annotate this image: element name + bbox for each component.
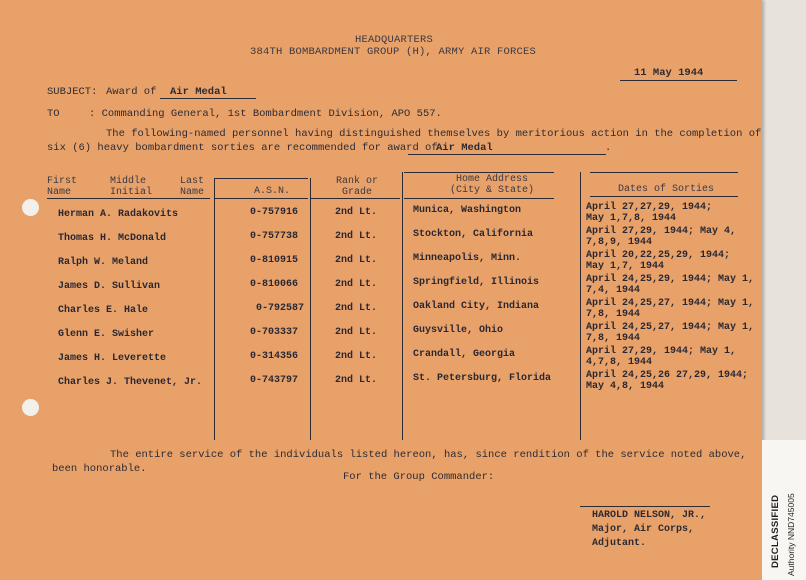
row-dates: April 27,27,29, 1944; May 1,7,8, 1944 [586,202,713,224]
subject-label: SUBJECT: [47,86,98,98]
row-name: Herman A. Radakovits [58,209,179,220]
row-asn: 0-757738 [250,231,299,242]
header-unit: 384TH BOMBARDMENT GROUP (H), ARMY AIR FORCES [250,46,537,58]
stamp-title: DECLASSIFIED [770,494,781,568]
row-dates: April 27,29, 1944; May 1, 4,7,8, 1944 [586,346,737,368]
closing-line-2: been honorable. [52,463,147,475]
row-dates: April 24,25,29, 1944; May 1, 7,4, 1944 [586,274,755,296]
col-first-name: First Name [47,176,78,198]
col-middle-initial: Middle Initial [110,176,153,198]
row-name: Glenn E. Swisher [58,329,155,340]
document-page: HEADQUARTERS 384TH BOMBARDMENT GROUP (H), ARMY AIR FORCES 11 May 1944 SUBJECT: Award of Air Medal TO : Commanding General, 1st Bombardment Division, APO 557. The following-named personnel having distinguished themselves by meritorious action in the completion of six (6) heavy bombardment sorties are recommended for award of Air Medal . First Name Middle Initial Last Name A.S.N. Rank or Grade Home Address (City & State) Dates of Sorties Herman A. Radakovits 0-757916 2nd Lt. Munica, Washington April 27,27,29, 1944; May 1,7,8, 1944 Thomas H. McDonald 0-757738 2nd Lt. Stockton, California April 27,29, 1944; May 4, 7,8,9, 1944 Ralph W. Meland 0-810915 2nd Lt. Minneapolis, Minn. April 20,22,25,29, 1944; May 1,7, 1944 James D. Sullivan 0-810066 2nd Lt. Springfield, Illinois April 24,25,29, 1944; May 1, 7,4, 1944 Charles E. Hale 0-792587 2nd Lt. Oakland City, Indiana April 24,25,27, 1944; May 1, 7,8, 1944 Glenn E. Swisher 0-703337 2nd Lt. Guysville, Ohio April 24,25,27, 1944; May 1, 7,8, 1944 James H. Leverette 0-314356 2nd Lt. Crandall, Georgia April 27,29, 1944; May 1, 4,7,8, 1944 Charles J. Thevenet, Jr. 0-743797 2nd Lt. St. Petersburg, Florida April 24,25,26 27,29, 1944; May 4,8, 1944 The entire service of the individuals listed hereon, has, since rendition of the service noted above, been honorable. For the Group Commander: HAROLD NELSON, JR., Major, Air Corps, Adjutant. [0,0,762,580]
row-name: James H. Leverette [58,353,167,364]
punch-hole-bottom [22,399,39,416]
row-dates: April 20,22,25,29, 1944; May 1,7, 1944 [586,250,731,272]
row-address: Munica, Washington [413,205,522,216]
row-address: Minneapolis, Minn. [413,253,522,264]
row-rank: 2nd Lt. [335,375,378,386]
row-rank: 2nd Lt. [335,207,378,218]
to-label: TO [47,108,60,120]
row-name: James D. Sullivan [58,281,161,292]
stamp-authority: Authority NND745005 [786,493,796,576]
row-rank: 2nd Lt. [335,231,378,242]
row-address: St. Petersburg, Florida [413,373,552,384]
row-dates: April 24,25,26 27,29, 1944; May 4,8, 1944 [586,370,749,392]
row-rank: 2nd Lt. [335,327,378,338]
table-divider-3 [402,172,403,440]
row-asn: 0-743797 [250,375,299,386]
col-address: Home Address (City & State) [450,174,535,196]
table-divider-2 [310,178,311,440]
subject-award: Air Medal [170,86,227,98]
row-dates: April 27,29, 1944; May 4, 7,8,9, 1944 [586,226,737,248]
col-last-name: Last Name [180,176,205,198]
col-rank: Rank or Grade [336,176,379,198]
col-asn: A.S.N. [254,186,291,197]
signature-name: HAROLD NELSON, JR., [592,510,707,521]
row-address: Crandall, Georgia [413,349,516,360]
row-asn: 0-314356 [250,351,299,362]
row-address: Springfield, Illinois [413,277,540,288]
intro-award-underline [408,154,606,155]
row-asn: 0-792587 [256,303,305,314]
row-address: Guysville, Ohio [413,325,504,336]
row-rank: 2nd Lt. [335,255,378,266]
document-date: 11 May 1944 [634,67,704,79]
row-name: Charles J. Thevenet, Jr. [58,377,203,388]
table-divider-4 [580,172,581,440]
row-asn: 0-703337 [250,327,299,338]
row-address: Stockton, California [413,229,534,240]
declassified-stamp [762,440,806,580]
row-dates: April 24,25,27, 1944; May 1, 7,8, 1944 [586,322,755,344]
header-title: HEADQUARTERS [355,34,434,46]
row-rank: 2nd Lt. [335,303,378,314]
row-asn: 0-810066 [250,279,299,290]
row-name: Ralph W. Meland [58,257,149,268]
date-underline [620,80,737,81]
punch-hole-top [22,199,39,216]
for-group-commander: For the Group Commander: [343,471,495,483]
row-asn: 0-757916 [250,207,299,218]
subject-underline [160,98,256,99]
row-dates: April 24,25,27, 1944; May 1, 7,8, 1944 [586,298,755,320]
table-divider-1 [214,178,215,440]
row-name: Charles E. Hale [58,305,149,316]
row-rank: 2nd Lt. [335,279,378,290]
to-text: : Commanding General, 1st Bombardment Division, APO 557. [89,108,442,120]
intro-award: Air Medal [436,142,493,154]
row-name: Thomas H. McDonald [58,233,167,244]
row-rank: 2nd Lt. [335,351,378,362]
signature-title: Major, Air Corps, [592,524,695,535]
intro-line-1: The following-named personnel having distinguished themselves by meritorious action in the completion of [106,128,762,140]
subject-text: Award of [106,86,157,98]
col-dates: Dates of Sorties [618,184,715,195]
signature-role: Adjutant. [592,538,647,549]
row-address: Oakland City, Indiana [413,301,540,312]
closing-line-1: The entire service of the individuals listed hereon, has, since rendition of the service noted above, [110,449,747,461]
intro-line-2: six (6) heavy bombardment sorties are recommended for award of [47,142,438,154]
row-asn: 0-810915 [250,255,299,266]
